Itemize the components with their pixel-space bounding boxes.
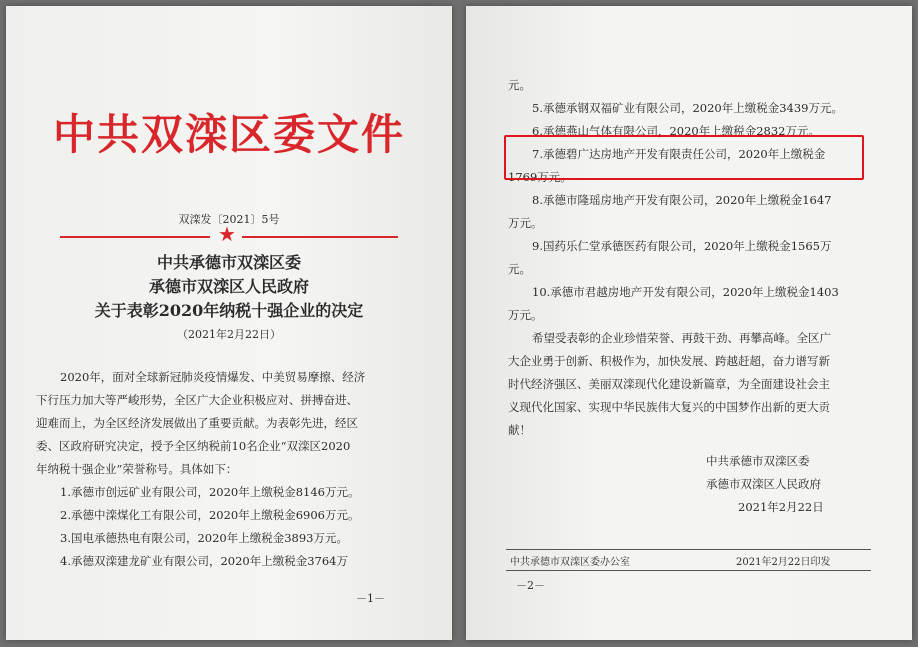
document-title-line-2: 承德市双滦区人民政府 — [148, 277, 309, 296]
list-item: 4.承德双滦建龙矿业有限公司，2020年上缴税金3764万 — [60, 554, 349, 568]
list-item-highlighted: 7.承德碧广达房地产开发有限责任公司，2020年上缴税金 — [532, 147, 826, 161]
body-line: 元。 — [508, 78, 531, 92]
page-number: －1－ — [356, 592, 385, 605]
body-line: 2020年，面对全球新冠肺炎疫情爆发、中美贸易摩擦、经济 — [60, 370, 366, 384]
body-line: 下行压力加大等严峻形势，全区广大企业积极应对、拼搏奋进、 — [36, 393, 358, 407]
body-line: 献！ — [508, 423, 531, 437]
list-item: 10.承德市君越房地产开发有限公司，2020年上缴税金1403 — [532, 285, 839, 299]
list-item-highlighted-cont: 1769万元。 — [508, 170, 572, 184]
document-title-line-1: 中共承德市双滦区委 — [156, 253, 301, 272]
body-line: 迎难而上，为全区经济发展做出了重要贡献。为表彰先进，经区 — [36, 416, 358, 430]
body-line: 大企业勇于创新、积极作为，加快发展、跨越赶超，奋力谱写新 — [508, 354, 830, 368]
document-red-header: 中共双滦区委文件 — [52, 110, 405, 159]
document-title-line-3: 关于表彰2020年纳税十强企业的决定 — [94, 301, 364, 320]
body-line: 年纳税十强企业”荣誉称号。具体如下： — [36, 462, 238, 476]
star-icon: ★ — [218, 222, 236, 246]
signature-line-2: 承德市双滦区人民政府 — [706, 477, 821, 491]
document-page-1 — [6, 6, 452, 640]
red-divider-right — [242, 236, 398, 238]
red-divider-left — [60, 236, 210, 238]
signature-date: 2021年2月22日 — [738, 500, 824, 514]
page-number: －2－ — [516, 579, 545, 592]
list-item: 5.承德承钢双福矿业有限公司，2020年上缴税金3439万元。 — [532, 101, 844, 115]
list-item: 1.承德市创远矿业有限公司，2020年上缴税金8146万元。 — [60, 485, 360, 499]
body-line: 义现代化国家、实现中华民族伟大复兴的中国梦作出新的更大贡 — [508, 400, 830, 414]
list-item: 9.国药乐仁堂承德医药有限公司，2020年上缴税金1565万 — [532, 239, 832, 253]
document-date: （2021年2月22日） — [177, 328, 281, 341]
footer-rule-bottom — [506, 570, 871, 571]
list-item: 3.国电承德热电有限公司，2020年上缴税金3893万元。 — [60, 531, 349, 545]
body-line: 委、区政府研究决定，授予全区纳税前10名企业“双滦区2020 — [36, 439, 351, 453]
body-line: 万元。 — [508, 308, 543, 322]
list-item: 2.承德中滦煤化工有限公司，2020年上缴税金6906万元。 — [60, 508, 360, 522]
footer-issuer: 中共承德市双滦区委办公室 — [510, 557, 630, 568]
body-line: 元。 — [508, 262, 531, 276]
highlight-box — [504, 135, 864, 180]
list-item: 6.承德燕山气体有限公司，2020年上缴税金2832万元。 — [532, 124, 821, 138]
body-line: 希望受表彰的企业珍惜荣誉、再鼓干劲、再攀高峰。全区广 — [532, 331, 831, 345]
footer-print-date: 2021年2月22日印发 — [736, 557, 831, 568]
body-line: 万元。 — [508, 216, 543, 230]
footer-rule-top — [506, 549, 871, 550]
list-item: 8.承德市隆瑶房地产开发有限公司，2020年上缴税金1647 — [532, 193, 832, 207]
document-number: 双滦发〔2021〕5号 — [178, 213, 280, 226]
document-page-2 — [466, 6, 912, 640]
signature-line-1: 中共承德市双滦区委 — [706, 454, 810, 468]
body-line: 时代经济强区、美丽双滦现代化建设新篇章，为全面建设社会主 — [508, 377, 830, 391]
